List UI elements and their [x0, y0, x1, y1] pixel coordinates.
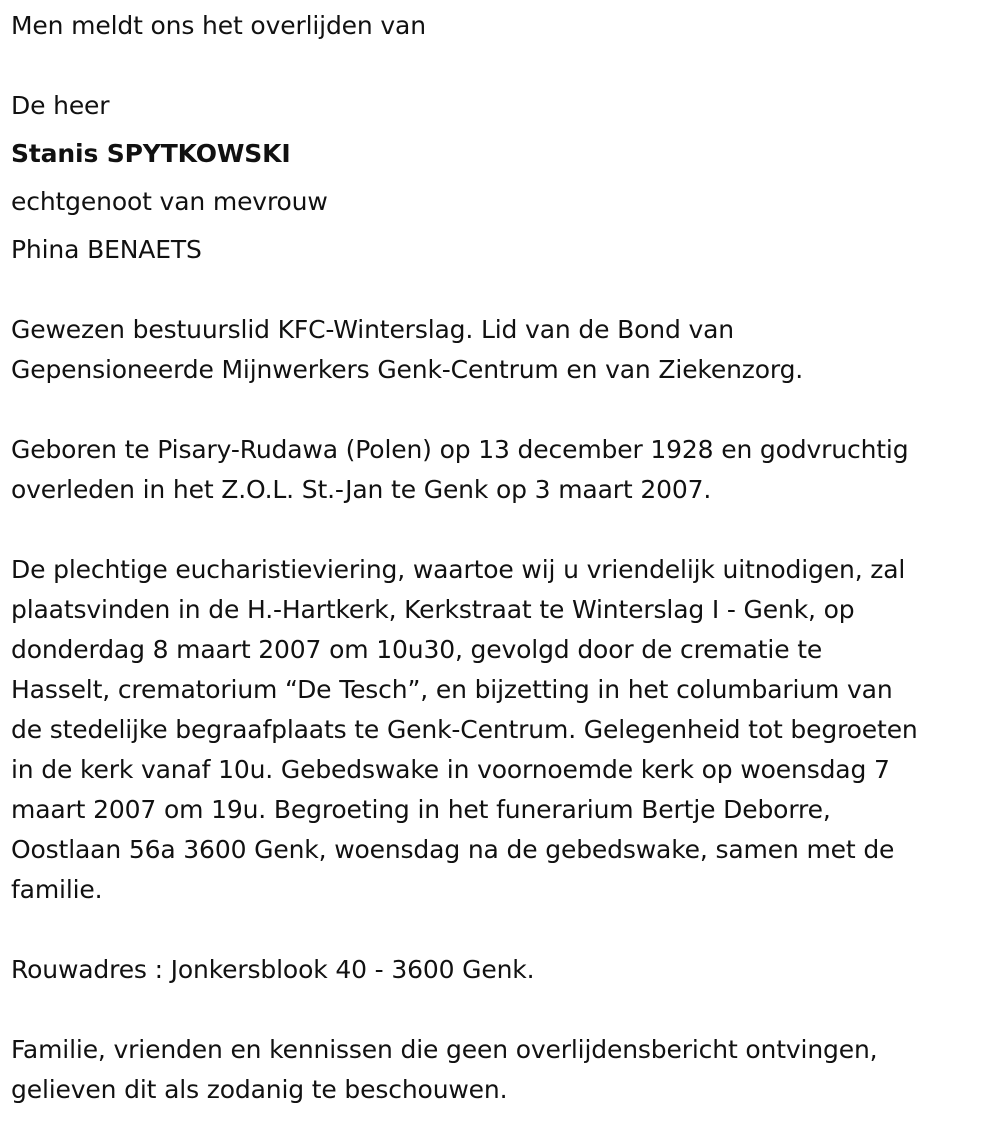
mourning-address: Rouwadres : Jonkersblook 40 - 3600 Genk. — [11, 955, 535, 984]
spouse-name: Phina BENAETS — [11, 235, 202, 264]
birth-line: Geboren te Pisary-Rudawa (Polen) op 13 december 1928 en godvruchtig — [11, 435, 909, 464]
closing-line: Familie, vrienden en kennissen die geen overlijdensbericht ontvingen, — [11, 1035, 878, 1064]
ceremony-line: in de kerk vanaf 10u. Gebedswake in voornoemde kerk op woensdag 7 — [11, 755, 890, 784]
birth-line: overleden in het Z.O.L. St.-Jan te Genk op 3 maart 2007. — [11, 475, 712, 504]
closing-line: gelieven dit als zodanig te beschouwen. — [11, 1075, 508, 1104]
ceremony-line: De plechtige eucharistieviering, waartoe wij u vriendelijk uitnodigen, zal — [11, 555, 906, 584]
ceremony-line: Oostlaan 56a 3600 Genk, woensdag na de gebedswake, samen met de — [11, 835, 895, 864]
ceremony-line: familie. — [11, 875, 103, 904]
bio-line: Gewezen bestuurslid KFC-Winterslag. Lid van de Bond van — [11, 315, 734, 344]
ceremony-line: maart 2007 om 19u. Begroeting in het funerarium Bertje Deborre, — [11, 795, 831, 824]
ceremony-line: Hasselt, crematorium “De Tesch”, en bijzetting in het columbarium van — [11, 675, 893, 704]
ceremony-line: donderdag 8 maart 2007 om 10u30, gevolgd door de crematie te — [11, 635, 823, 664]
spouse-relation: echtgenoot van mevrouw — [11, 187, 328, 216]
bio-line: Gepensioneerde Mijnwerkers Genk-Centrum en van Ziekenzorg. — [11, 355, 804, 384]
title-text: De heer — [11, 91, 110, 120]
intro-text: Men meldt ons het overlijden van — [11, 11, 426, 40]
ceremony-line: plaatsvinden in de H.-Hartkerk, Kerkstraat te Winterslag I - Genk, op — [11, 595, 855, 624]
deceased-name: Stanis SPYTKOWSKI — [11, 139, 291, 168]
ceremony-line: de stedelijke begraafplaats te Genk-Centrum. Gelegenheid tot begroeten — [11, 715, 918, 744]
